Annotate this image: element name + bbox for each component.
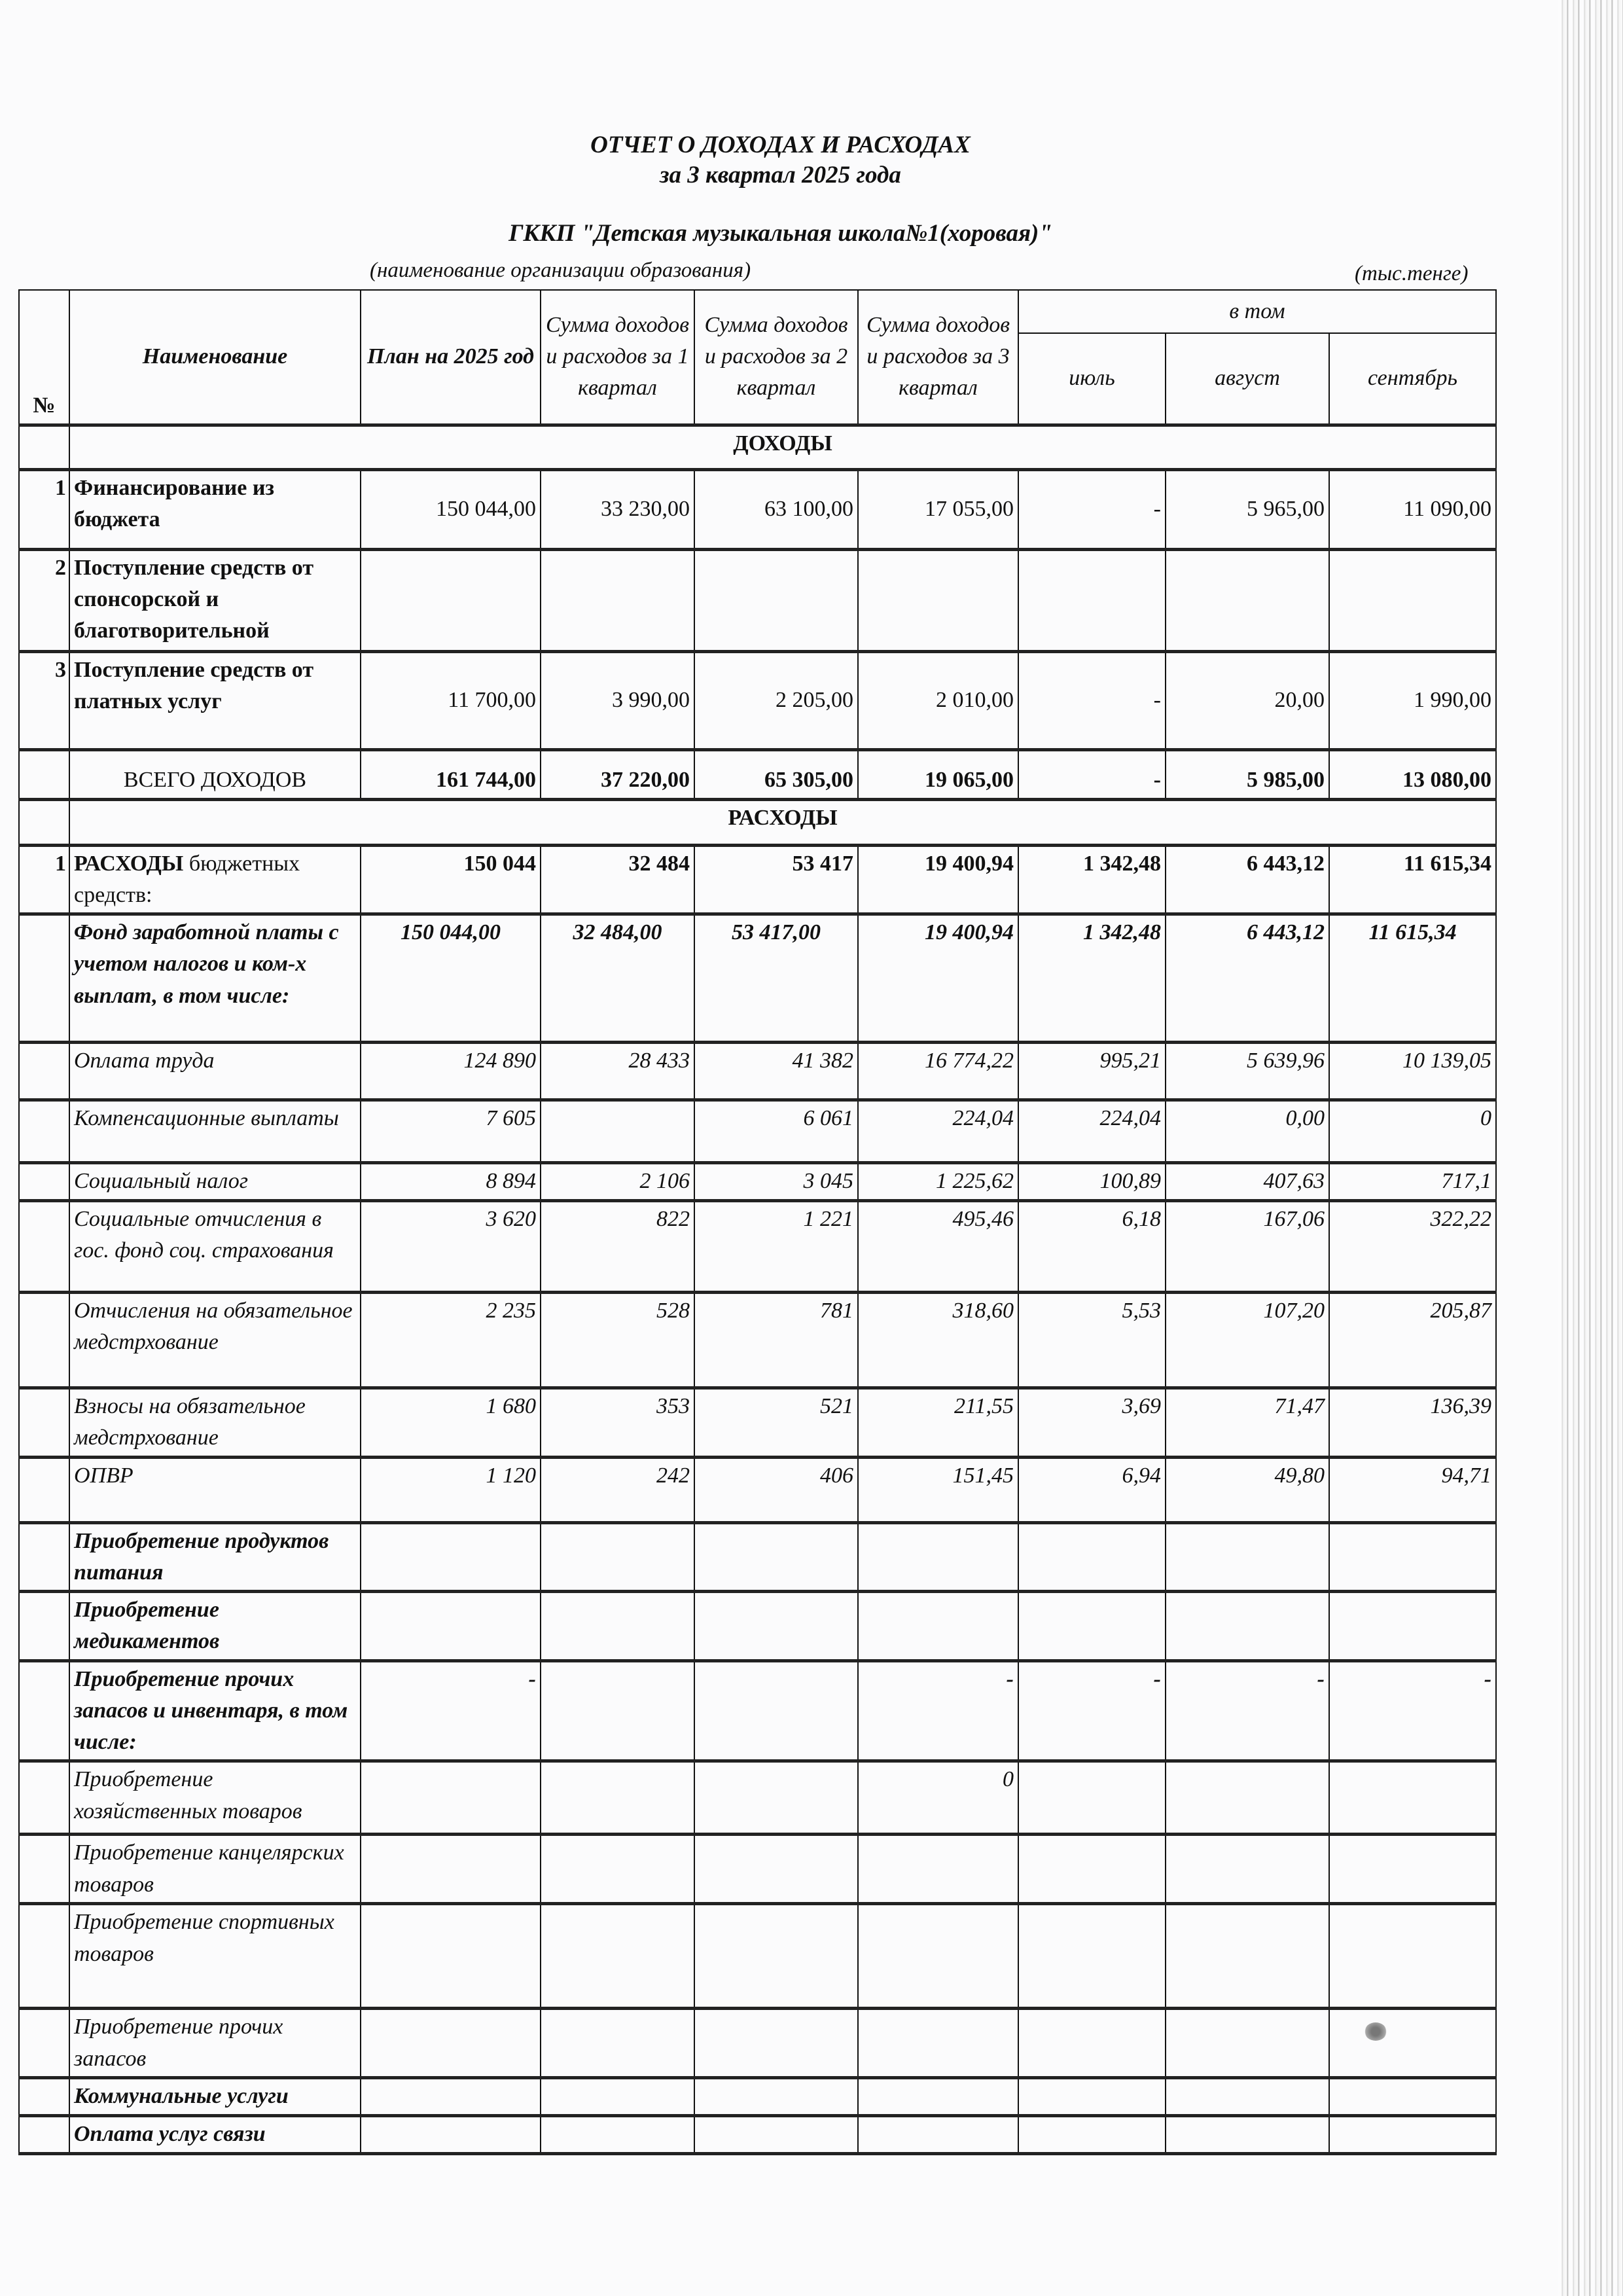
cell-aug: 20,00 <box>1166 651 1329 749</box>
table-row <box>19 651 1496 749</box>
col-header-q1: Сумма доходов и расходов за 1 квартал <box>541 290 694 425</box>
col-header-group: в том <box>1018 290 1496 333</box>
cell-q1: 32 484,00 <box>541 914 694 1043</box>
cell-empty <box>19 2077 69 2115</box>
col-header-name: Наименование <box>69 290 361 425</box>
cell-q2: 1 221 <box>694 1201 858 1293</box>
section-title-expense: РАСХОДЫ <box>69 799 1496 845</box>
cell-aug <box>1166 1904 1329 2009</box>
cell-jul <box>1018 1522 1166 1592</box>
cell-plan: 1 120 <box>361 1457 541 1522</box>
cell-jul: - <box>1018 749 1166 799</box>
cell-aug: 5 965,00 <box>1166 469 1329 549</box>
cell-name: Оплата услуг связи <box>69 2115 361 2153</box>
col-header-plan: План на 2025 год <box>361 290 541 425</box>
section-row-expense <box>19 799 1496 845</box>
cell-q3: 19 400,94 <box>858 845 1018 914</box>
cell-name: Компенсационные выплаты <box>69 1100 361 1163</box>
cell-jul <box>1018 1904 1166 2009</box>
cell-q2 <box>694 1522 858 1592</box>
cell-empty <box>19 799 69 845</box>
col-header-sep: сентябрь <box>1329 333 1496 425</box>
cell-q3: 16 774,22 <box>858 1043 1018 1100</box>
organization-name: ГККП "Детская музыкальная школа№1(хоровая)" <box>508 220 1052 247</box>
cell-empty <box>19 1163 69 1201</box>
cell-jul: 6,18 <box>1018 1201 1166 1293</box>
cell-jul: - <box>1018 469 1166 549</box>
cell-aug: 167,06 <box>1166 1201 1329 1293</box>
table-row <box>19 1592 1496 1661</box>
cell-jul: - <box>1018 651 1166 749</box>
cell-q3: 318,60 <box>858 1293 1018 1388</box>
cell-jul <box>1018 1592 1166 1661</box>
cell-empty <box>19 1660 69 1761</box>
cell-name: Приобретение медикаментов <box>69 1592 361 1661</box>
cell-q1: 33 230,00 <box>541 469 694 549</box>
cell-jul: 6,94 <box>1018 1457 1166 1522</box>
cell-jul <box>1018 1761 1166 1835</box>
cell-q1 <box>541 1660 694 1761</box>
table-row <box>19 1388 1496 1458</box>
table-row <box>19 1904 1496 2009</box>
cell-plan: - <box>361 1660 541 1761</box>
cell-q3: 224,04 <box>858 1100 1018 1163</box>
cell-q2: 3 045 <box>694 1163 858 1201</box>
cell-name: Приобретение продуктов питания <box>69 1522 361 1592</box>
cell-q3: - <box>858 1660 1018 1761</box>
cell-name <box>69 845 361 914</box>
cell-sep: 94,71 <box>1329 1457 1496 1522</box>
cell-q1 <box>541 2115 694 2153</box>
cell-name-bold: РАСХОДЫ <box>74 851 184 876</box>
col-header-q3: Сумма доходов и расходов за 3 квартал <box>858 290 1018 425</box>
table-row <box>19 2115 1496 2153</box>
cell-empty <box>19 1835 69 1904</box>
cell-sep <box>1329 2115 1496 2153</box>
cell-no: 1 <box>19 845 69 914</box>
cell-aug: 5 985,00 <box>1166 749 1329 799</box>
table-row <box>19 1293 1496 1388</box>
cell-jul: 995,21 <box>1018 1043 1166 1100</box>
cell-aug: 107,20 <box>1166 1293 1329 1388</box>
cell-empty <box>19 1100 69 1163</box>
cell-jul: 224,04 <box>1018 1100 1166 1163</box>
cell-q2: 53 417,00 <box>694 914 858 1043</box>
cell-name: Отчисления на обязательное медстрхование <box>69 1293 361 1388</box>
cell-q3: 19 065,00 <box>858 749 1018 799</box>
cell-jul: 1 342,48 <box>1018 845 1166 914</box>
cell-plan <box>361 1522 541 1592</box>
cell-name: Оплата труда <box>69 1043 361 1100</box>
cell-aug <box>1166 2077 1329 2115</box>
cell-plan: 161 744,00 <box>361 749 541 799</box>
cell-q3 <box>858 549 1018 651</box>
cell-q2: 6 061 <box>694 1100 858 1163</box>
cell-empty <box>19 1293 69 1388</box>
col-header-q2: Сумма доходов и расходов за 2 квартал <box>694 290 858 425</box>
cell-sep: 11 615,34 <box>1329 845 1496 914</box>
col-header-aug: август <box>1166 333 1329 425</box>
cell-sep <box>1329 1592 1496 1661</box>
cell-name: ОПВР <box>69 1457 361 1522</box>
cell-name: Финансирование из бюджета <box>69 469 361 549</box>
table-row <box>19 1163 1496 1201</box>
cell-q2: 53 417 <box>694 845 858 914</box>
cell-q1 <box>541 2009 694 2078</box>
cell-aug: 407,63 <box>1166 1163 1329 1201</box>
cell-plan: 11 700,00 <box>361 651 541 749</box>
cell-name: Приобретение прочих запасов <box>69 2009 361 2078</box>
section-row-income <box>19 425 1496 469</box>
cell-empty <box>19 2115 69 2153</box>
cell-no: 3 <box>19 651 69 749</box>
cell-sep <box>1329 1904 1496 2009</box>
cell-plan <box>361 1835 541 1904</box>
cell-sep: 717,1 <box>1329 1163 1496 1201</box>
cell-plan <box>361 549 541 651</box>
cell-q3: 495,46 <box>858 1201 1018 1293</box>
cell-q1 <box>541 1761 694 1835</box>
table-header-row-1 <box>19 290 1496 333</box>
ink-smudge <box>1364 2022 1387 2041</box>
section-title-income: ДОХОДЫ <box>69 425 1496 469</box>
cell-q2: 63 100,00 <box>694 469 858 549</box>
cell-jul <box>1018 1835 1166 1904</box>
cell-total-name: ВСЕГО ДОХОДОВ <box>69 749 361 799</box>
cell-q3: 0 <box>858 1761 1018 1835</box>
cell-jul <box>1018 549 1166 651</box>
cell-empty <box>19 914 69 1043</box>
cell-sep: 1 990,00 <box>1329 651 1496 749</box>
cell-plan <box>361 2115 541 2153</box>
cell-jul: 100,89 <box>1018 1163 1166 1201</box>
cell-empty <box>19 1043 69 1100</box>
organization-caption: (наименование организации образования) <box>370 259 751 282</box>
cell-q2 <box>694 1660 858 1761</box>
cell-q2 <box>694 1835 858 1904</box>
cell-q1 <box>541 1592 694 1661</box>
col-header-no: № <box>19 290 69 425</box>
cell-q3 <box>858 1522 1018 1592</box>
cell-aug: - <box>1166 1660 1329 1761</box>
cell-sep: 322,22 <box>1329 1201 1496 1293</box>
cell-plan <box>361 1904 541 2009</box>
table-row <box>19 1835 1496 1904</box>
cell-q3 <box>858 1592 1018 1661</box>
cell-q1 <box>541 1100 694 1163</box>
cell-empty <box>19 2009 69 2078</box>
col-header-jul: июль <box>1018 333 1166 425</box>
cell-no: 2 <box>19 549 69 651</box>
cell-aug: 0,00 <box>1166 1100 1329 1163</box>
cell-q1 <box>541 1904 694 2009</box>
cell-aug <box>1166 1835 1329 1904</box>
cell-plan: 7 605 <box>361 1100 541 1163</box>
cell-plan: 2 235 <box>361 1293 541 1388</box>
cell-sep: 11 090,00 <box>1329 469 1496 549</box>
cell-q3: 211,55 <box>858 1388 1018 1458</box>
cell-plan: 150 044,00 <box>361 914 541 1043</box>
cell-q3 <box>858 1835 1018 1904</box>
table-row <box>19 2077 1496 2115</box>
cell-aug <box>1166 2115 1329 2153</box>
cell-jul <box>1018 2009 1166 2078</box>
cell-empty <box>19 1201 69 1293</box>
cell-q2 <box>694 2115 858 2153</box>
cell-q1 <box>541 549 694 651</box>
cell-jul: - <box>1018 1660 1166 1761</box>
cell-q3: 151,45 <box>858 1457 1018 1522</box>
cell-name-rest: бюджетных средств: <box>74 851 300 907</box>
cell-aug <box>1166 549 1329 651</box>
cell-q3 <box>858 2077 1018 2115</box>
cell-name: Социальный налог <box>69 1163 361 1201</box>
cell-sep: 10 139,05 <box>1329 1043 1496 1100</box>
cell-plan: 1 680 <box>361 1388 541 1458</box>
cell-sep: 11 615,34 <box>1329 914 1496 1043</box>
cell-empty <box>19 1457 69 1522</box>
cell-q2: 406 <box>694 1457 858 1522</box>
cell-jul: 3,69 <box>1018 1388 1166 1458</box>
cell-q1 <box>541 1522 694 1592</box>
cell-aug: 6 443,12 <box>1166 914 1329 1043</box>
cell-empty <box>19 1904 69 2009</box>
cell-plan: 150 044,00 <box>361 469 541 549</box>
cell-name: Приобретение канцелярских товаров <box>69 1835 361 1904</box>
cell-q1: 822 <box>541 1201 694 1293</box>
cell-empty <box>19 1592 69 1661</box>
scan-edge-artifact <box>1558 0 1623 2296</box>
payroll-fund-row <box>19 914 1496 1043</box>
cell-name: Приобретение спортивных товаров <box>69 1904 361 2009</box>
cell-aug: 5 639,96 <box>1166 1043 1329 1100</box>
cell-sep <box>1329 1835 1496 1904</box>
cell-plan: 3 620 <box>361 1201 541 1293</box>
table-row <box>19 1100 1496 1163</box>
cell-q2: 781 <box>694 1293 858 1388</box>
report-period: за 3 квартал 2025 года <box>660 162 901 188</box>
cell-sep <box>1329 2009 1496 2078</box>
cell-aug <box>1166 1522 1329 1592</box>
cell-name: Приобретение хозяйственных товаров <box>69 1761 361 1835</box>
table-row <box>19 1457 1496 1522</box>
cell-aug: 6 443,12 <box>1166 845 1329 914</box>
table-row <box>19 549 1496 651</box>
cell-empty <box>19 1388 69 1458</box>
cell-plan <box>361 2077 541 2115</box>
cell-q1 <box>541 1835 694 1904</box>
cell-q2: 65 305,00 <box>694 749 858 799</box>
cell-sep: - <box>1329 1660 1496 1761</box>
cell-plan: 8 894 <box>361 1163 541 1201</box>
report-title: ОТЧЕТ О ДОХОДАХ И РАСХОДАХ <box>590 132 971 158</box>
cell-q3 <box>858 2009 1018 2078</box>
cell-sep: 13 080,00 <box>1329 749 1496 799</box>
table-row <box>19 1043 1496 1100</box>
cell-jul: 5,53 <box>1018 1293 1166 1388</box>
expense-main-row <box>19 845 1496 914</box>
cell-q1: 3 990,00 <box>541 651 694 749</box>
table-row <box>19 1522 1496 1592</box>
cell-q2 <box>694 1904 858 2009</box>
cell-q1: 528 <box>541 1293 694 1388</box>
cell-plan <box>361 1592 541 1661</box>
cell-sep <box>1329 1761 1496 1835</box>
cell-q3: 1 225,62 <box>858 1163 1018 1201</box>
cell-jul: 1 342,48 <box>1018 914 1166 1043</box>
cell-sep <box>1329 1522 1496 1592</box>
cell-q2: 521 <box>694 1388 858 1458</box>
cell-q1: 28 433 <box>541 1043 694 1100</box>
cell-name: Социальные отчисления в гос. фонд соц. страхования <box>69 1201 361 1293</box>
cell-no: 1 <box>19 469 69 549</box>
cell-q1: 32 484 <box>541 845 694 914</box>
cell-q2 <box>694 1592 858 1661</box>
cell-sep: 205,87 <box>1329 1293 1496 1388</box>
cell-plan <box>361 1761 541 1835</box>
cell-plan: 150 044 <box>361 845 541 914</box>
cell-jul <box>1018 2077 1166 2115</box>
cell-q3 <box>858 1904 1018 2009</box>
table-row <box>19 1660 1496 1761</box>
table-row <box>19 1761 1496 1835</box>
table-row <box>19 1201 1496 1293</box>
cell-empty <box>19 749 69 799</box>
cell-q1: 242 <box>541 1457 694 1522</box>
cell-q2 <box>694 549 858 651</box>
cell-aug: 71,47 <box>1166 1388 1329 1458</box>
table-row <box>19 2009 1496 2078</box>
cell-name: Взносы на обязательное медстрхование <box>69 1388 361 1458</box>
cell-q3 <box>858 2115 1018 2153</box>
cell-aug <box>1166 2009 1329 2078</box>
cell-q2 <box>694 2077 858 2115</box>
cell-empty <box>19 1761 69 1835</box>
cell-q1 <box>541 2077 694 2115</box>
cell-sep <box>1329 2077 1496 2115</box>
units-label: (тыс.тенге) <box>1355 262 1469 285</box>
cell-q2: 2 205,00 <box>694 651 858 749</box>
cell-empty <box>19 425 69 469</box>
table-row <box>19 469 1496 549</box>
cell-q3: 2 010,00 <box>858 651 1018 749</box>
income-total-row <box>19 749 1496 799</box>
cell-q2: 41 382 <box>694 1043 858 1100</box>
cell-q1: 2 106 <box>541 1163 694 1201</box>
cell-empty <box>19 1522 69 1592</box>
cell-aug <box>1166 1761 1329 1835</box>
cell-q3: 19 400,94 <box>858 914 1018 1043</box>
cell-plan <box>361 2009 541 2078</box>
cell-jul <box>1018 2115 1166 2153</box>
cell-q1: 353 <box>541 1388 694 1458</box>
cell-q2 <box>694 2009 858 2078</box>
cell-aug <box>1166 1592 1329 1661</box>
income-expense-table <box>18 289 1497 2155</box>
cell-sep: 0 <box>1329 1100 1496 1163</box>
cell-name: Поступление средств от платных услуг <box>69 651 361 749</box>
cell-q1: 37 220,00 <box>541 749 694 799</box>
cell-q2 <box>694 1761 858 1835</box>
cell-name: Коммунальные услуги <box>69 2077 361 2115</box>
cell-name: Приобретение прочих запасов и инвентаря, в том числе: <box>69 1660 361 1761</box>
cell-name: Поступление средств от спонсорской и благотворительной <box>69 549 361 651</box>
cell-aug: 49,80 <box>1166 1457 1329 1522</box>
cell-sep: 136,39 <box>1329 1388 1496 1458</box>
cell-q3: 17 055,00 <box>858 469 1018 549</box>
cell-plan: 124 890 <box>361 1043 541 1100</box>
cell-name: Фонд заработной платы с учетом налогов и ком-х выплат, в том числе: <box>69 914 361 1043</box>
cell-sep <box>1329 549 1496 651</box>
